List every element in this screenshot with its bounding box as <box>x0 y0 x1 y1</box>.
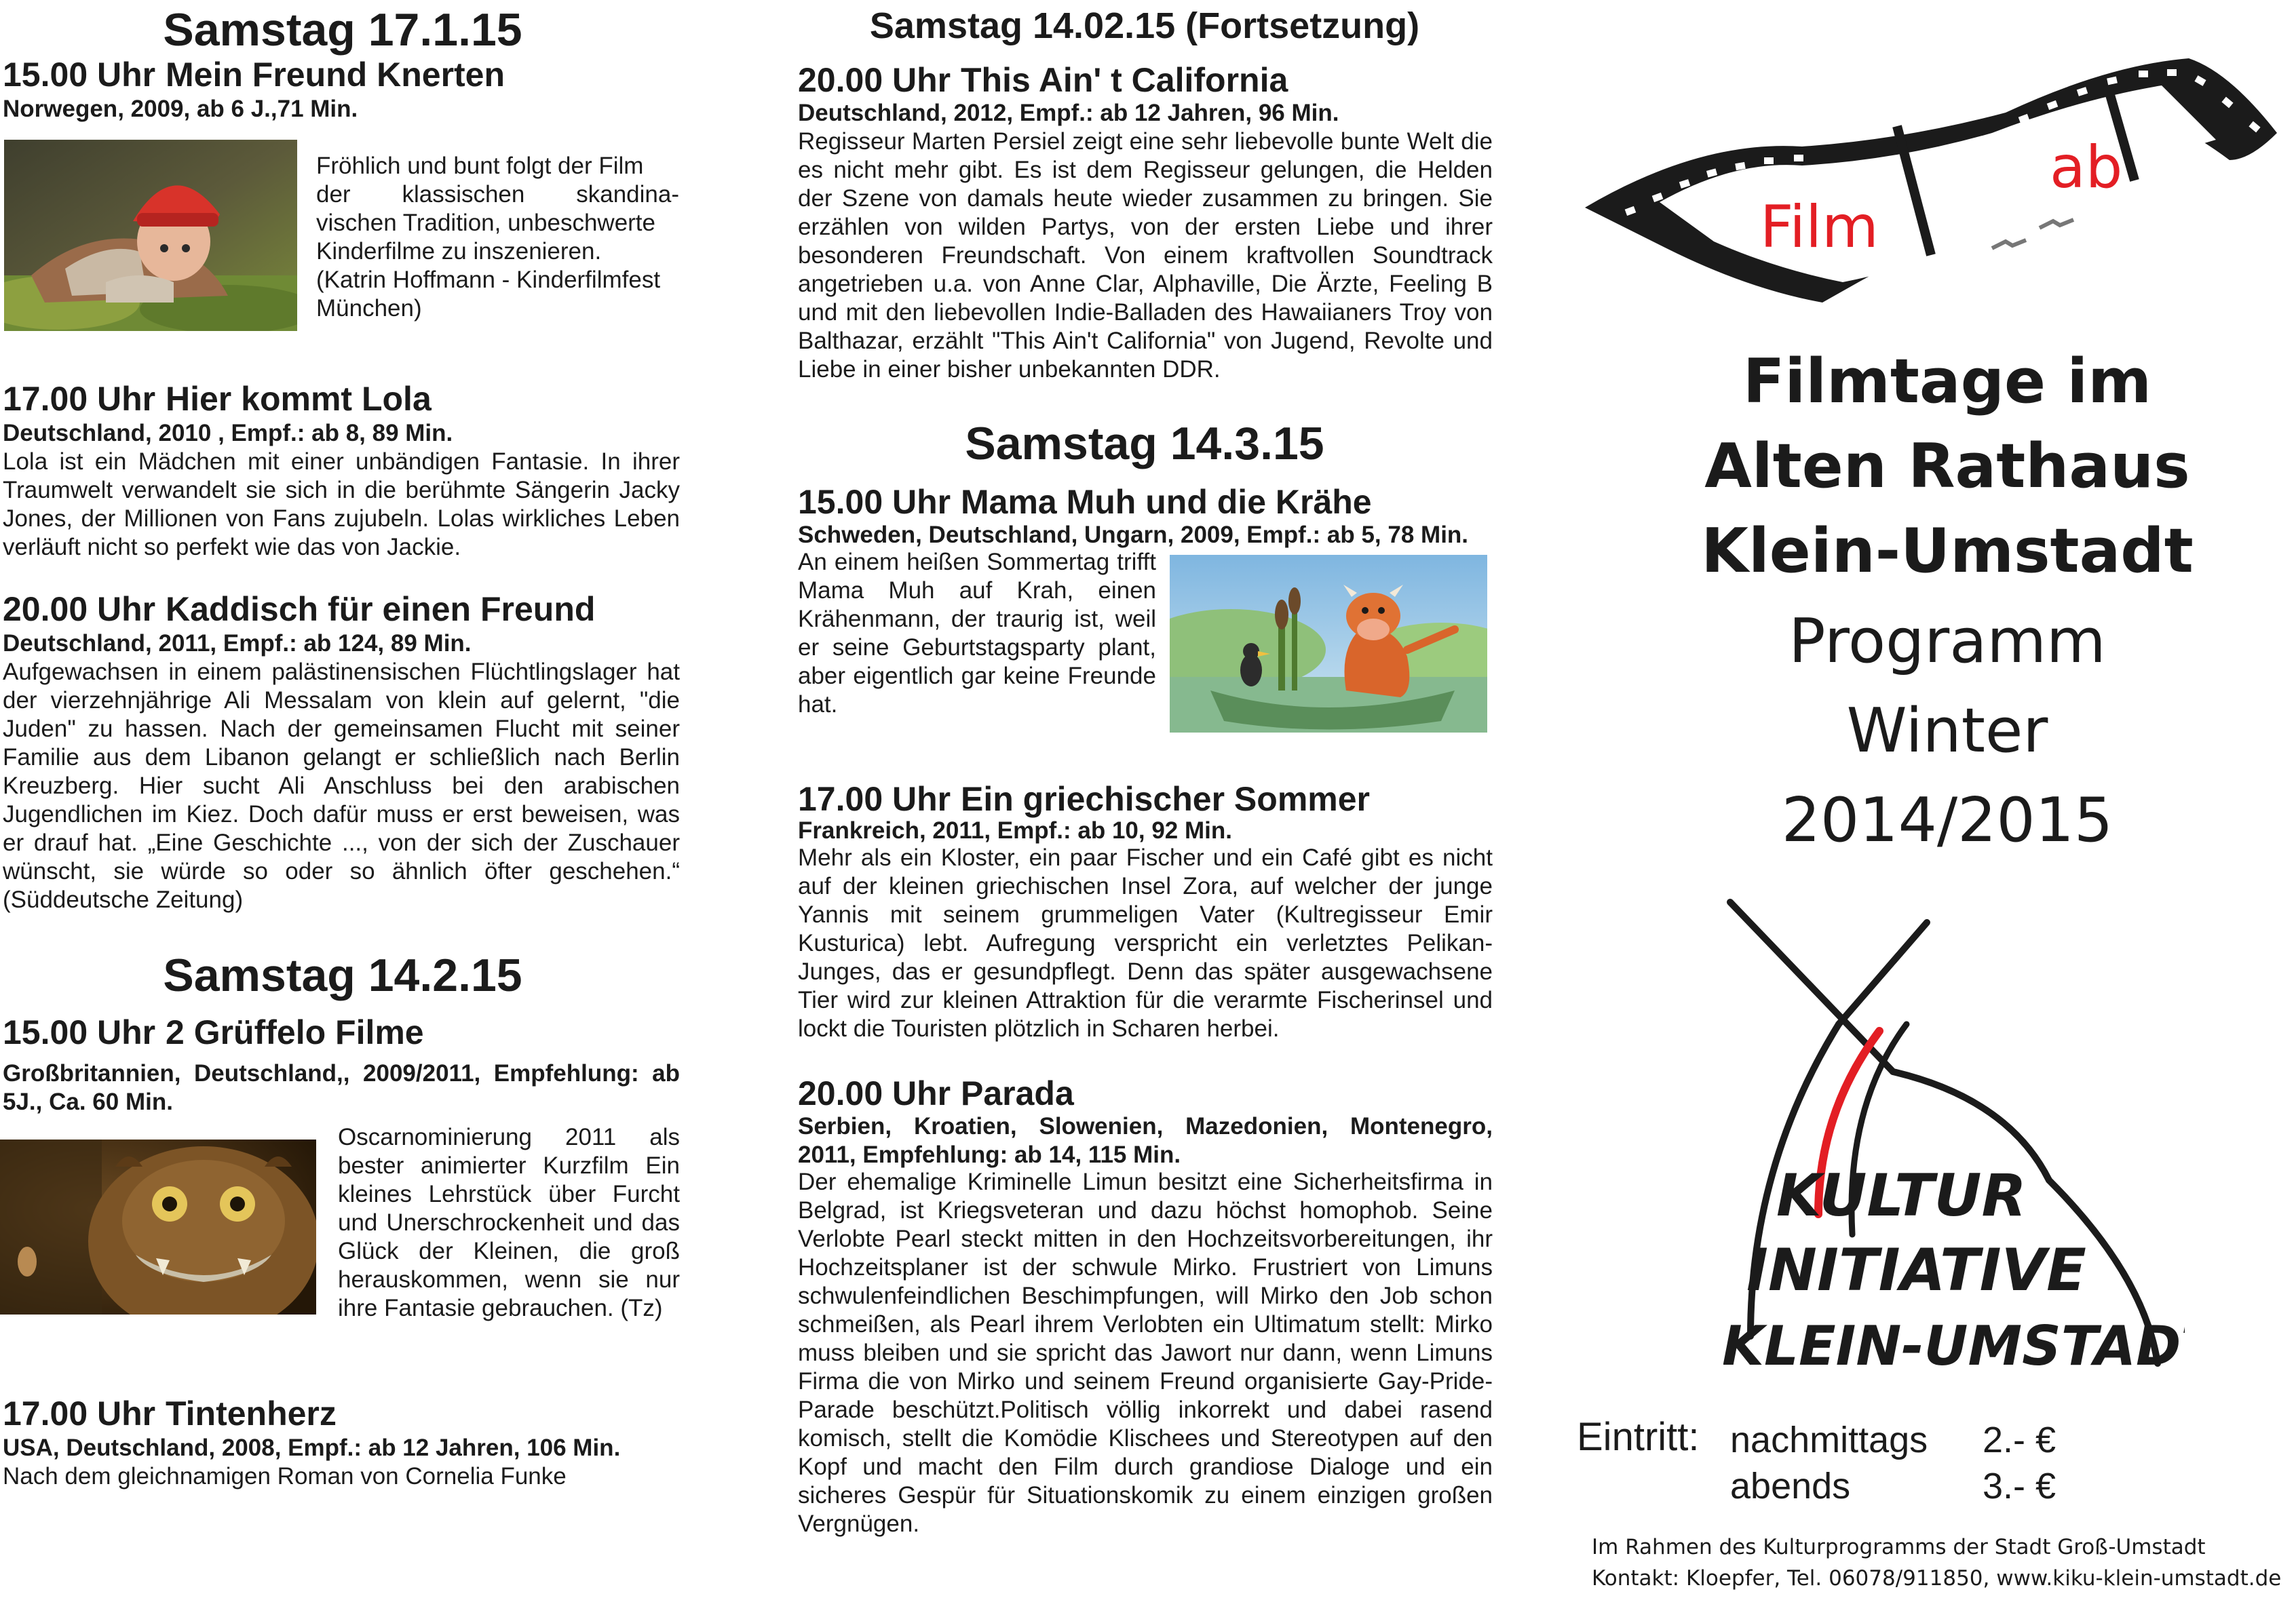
film-meta: Frankreich, 2011, Empf.: ab 10, 92 Min. <box>798 817 1232 844</box>
day-heading: Samstag 14.02.15 (Fortsetzung) <box>869 5 1420 46</box>
film-title: 2 Grüffelo Filme <box>166 1013 424 1051</box>
logo-word-film: Film <box>1760 193 1879 261</box>
eintritt-row2-label: abends <box>1730 1466 1851 1506</box>
title-line: Filmtage im <box>1742 346 2152 417</box>
film-time: 20.00 Uhr <box>798 1074 951 1112</box>
film-title: Ein griechischer Sommer <box>961 780 1371 818</box>
desc-line: (Katrin Hoffmann - Kinderfilmfest <box>316 267 661 293</box>
film-title: This Ain' t California <box>961 61 1288 99</box>
film-heading <box>3 1393 337 1434</box>
day-heading: Samstag 14.2.15 <box>163 950 522 1001</box>
film-time: 17.00 Uhr <box>798 780 951 818</box>
eintritt-row2-price: 3.- € <box>1983 1466 2056 1506</box>
film-meta: Deutschland, 2011, Empf.: ab 124, 89 Min. <box>3 630 472 657</box>
film-description: Aufgewachsen in einem palästinensischen Flüchtlingslager hat der vierzehnjährige Ali Messalam von klein auf gelernt, "die Juden" zu hassen. Nach der gemeinsamen Flucht mit seiner Familie aus dem Libanon gelangt er schließlich nach Berlin Kreuzberg. Hier sucht Ali Anschluss bei den arabischen Jugendlichen im Kiez. Doch dafür muss er erst beweisen, was er drauf hat. „Eine Geschichte ..., von der sich der Zuschauer wünscht, sie würde so oder so ähnlich öfter geschehen.“ (Süddeutsche Zeitung) <box>3 659 680 913</box>
film-title: Parada <box>961 1074 1074 1112</box>
eintritt-row1-label: nachmittags <box>1730 1420 1928 1460</box>
film-still-mama-muh <box>1170 555 1487 733</box>
film-still-grueffelo <box>0 1140 316 1315</box>
day-heading: Samstag 14.3.15 <box>965 418 1324 469</box>
program-subtitle <box>1554 597 2296 865</box>
film-description: An einem heißen Sommertag trifft Mama Muh auf Krah, einen Krähenmann, der traurig ist, weil er seine Geburtstagsparty plant, aber eigentlich gar keine Freunde hat. <box>798 549 1156 718</box>
footer-note <box>1592 1532 2281 1594</box>
subtitle-line: 2014/2015 <box>1781 785 2113 856</box>
film-heading <box>3 54 505 95</box>
film-heading <box>3 589 595 629</box>
desc-line: Kinderfilme zu inszenieren. <box>316 238 602 265</box>
film-heading <box>798 779 1370 819</box>
desc-line: München) <box>316 295 422 322</box>
film-description: Oscarnominierung 2011 als bester animierter Kurzfilm Ein kleines Lehrstück über Furcht und Unerschrockenheit und das Glück der Kleinen, die groß herauskommen, wenn sie nur ihre Fantasie gebrauchen. (Tz) <box>338 1124 680 1321</box>
film-meta: Deutschland, 2010 , Empf.: ab 8, 89 Min. <box>3 420 453 446</box>
film-time: 15.00 Uhr <box>3 1013 156 1051</box>
film-time: 17.00 Uhr <box>3 380 156 418</box>
desc-line: der klassischen skandina- <box>316 181 679 208</box>
film-still-knerten <box>4 140 297 331</box>
title-line: Alten Rathaus <box>1704 431 2190 502</box>
logo-word-ab: ab <box>2050 134 2123 201</box>
film-title: Hier kommt Lola <box>166 380 432 418</box>
film-time: 15.00 Uhr <box>3 56 156 94</box>
film-heading <box>3 1012 424 1053</box>
initiative-word: INITIATIVE <box>1746 1237 2086 1304</box>
klein-umstadt-word: KLEIN-UMSTADT <box>1723 1315 2185 1378</box>
kultur-initiative-logo <box>1723 895 2185 1384</box>
film-meta: Serbien, Kroatien, Slowenien, Mazedonien, Montenegro, 2011, Empfehlung: ab 14, 115 Min. <box>798 1113 1493 1168</box>
film-meta: Norwegen, 2009, ab 6 J.,71 Min. <box>3 96 358 122</box>
film-title: Mama Muh und die Krähe <box>961 483 1372 521</box>
film-time: 20.00 Uhr <box>3 590 156 628</box>
film-time: 20.00 Uhr <box>798 61 951 99</box>
footer-line: Kontakt: Kloepfer, Tel. 06078/911850, www.kiku-klein-umstadt.de <box>1592 1566 2282 1591</box>
title-line: Klein-Umstadt <box>1701 515 2194 587</box>
film-ab-logo <box>1578 45 2284 316</box>
film-description: Nach dem gleichnamigen Roman von Cornelia Funke <box>3 1463 567 1490</box>
subtitle-line: Winter <box>1846 695 2048 766</box>
film-description: Der ehemalige Kriminelle Limun besitzt eine Sicherheitsfirma in Belgrad, ist Kriegsveteran und dazu höchst homophob. Seine Verlobte Pearl steckt mitten in den Hochzeitsvorbereitungen, ihr Hochzeitsplaner ist der schwule Mirko. Frustriert von Limuns schwulenfeindlichen Beschimpfungen, will Mirko den Job schon schmeißen, als Pearl ihrem Verlobten ein Ultimatum stellt: Mirko muss bleiben und sie spricht das Jawort nur dann, wenn Limuns Firma die von Mirko und seinem Freund organisierte Gay-Pride-Parade beschützt.Politisch völlig inkorrekt und dabei rasend komisch, stellt die Komödie Klischees und Stereotypen auf den Kopf und macht den Film durch grandiose Dialoge und ein sicheres Gespür für Situationskomik zu einem einzigen großen Vergnügen. <box>798 1169 1493 1537</box>
subtitle-line: Programm <box>1788 606 2106 677</box>
film-heading <box>3 378 432 419</box>
film-time: 17.00 Uhr <box>3 1395 156 1433</box>
film-description: Regisseur Marten Persiel zeigt eine sehr liebevolle bunte Welt die es nicht mehr gibt. Es ist dem Regisseur gelungen, die Helden der Szene von damals heute wieder zusammen zu bringen. Sie erzählen von wilden Partys, von der ersten Liebe und ihrer besonderen Freundschaft. Von einem kraftvollen Soundtrack angetrieben u.a. von Anne Clar, Alphaville, Die Ärzte, Feeling B und mit den liebevollen Indie-Balladen des Hawaiianers Troy von Balthazar, erzählt "This Ain't California" von Jugend, Revolte und Liebe in einer bisher unbekannten DDR. <box>798 128 1493 383</box>
kultur-word: KULTUR <box>1776 1162 2027 1230</box>
eintritt-label: Eintritt: <box>1577 1415 1700 1459</box>
eintritt-row1-price: 2.- € <box>1983 1420 2056 1460</box>
film-description: Lola ist ein Mädchen mit einer unbändigen Fantasie. In ihrer Traumwelt verwandelt sie sich in die berühmte Sängerin Jacky Jones, der Millionen von Fans zujubeln. Lolas wirkliches Leben verläuft nicht so perfekt wie das von Jackie. <box>3 448 680 560</box>
desc-line: Fröhlich und bunt folgt der Film <box>316 153 644 179</box>
film-heading <box>798 1073 1074 1114</box>
film-meta: Schweden, Deutschland, Ungarn, 2009, Empf.: ab 5, 78 Min. <box>798 522 1469 548</box>
film-description <box>316 152 683 323</box>
film-title: Mein Freund Knerten <box>166 56 505 94</box>
film-heading <box>798 482 1372 522</box>
day-heading: Samstag 17.1.15 <box>163 4 522 56</box>
footer-line: Im Rahmen des Kulturprogramms der Stadt Groß-Umstadt <box>1592 1535 2206 1559</box>
film-description: Mehr als ein Kloster, ein paar Fischer und ein Café gibt es nicht auf der kleinen griechischen Insel Zora, auf welcher der junge Yannis mit seinem grummeligen Vater (Kultregisseur Emir Kusturica) lebt. Aufregung verspricht ein verletztes Pelikan-Junges, das er gesundpflegt. Denn das später ausgewachsene Tier wird zur kleinen Attraktion für die verarmte Fischerinsel und lockt die Touristen plötzlich in Scharen herbei. <box>798 844 1493 1042</box>
film-title: Tintenherz <box>166 1395 337 1433</box>
film-meta: USA, Deutschland, 2008, Empf.: ab 12 Jahren, 106 Min. <box>3 1435 621 1461</box>
desc-line: vischen Tradition, unbeschwerte <box>316 210 655 236</box>
film-heading <box>798 60 1288 100</box>
film-time: 15.00 Uhr <box>798 483 951 521</box>
film-title: Kaddisch für einen Freund <box>166 590 596 628</box>
film-meta: Großbritannien, Deutschland,, 2009/2011, Empfehlung: ab 5J., Ca. 60 Min. <box>3 1060 680 1115</box>
film-meta: Deutschland, 2012, Empf.: ab 12 Jahren, 96 Min. <box>798 100 1339 126</box>
event-title <box>1554 339 2296 594</box>
